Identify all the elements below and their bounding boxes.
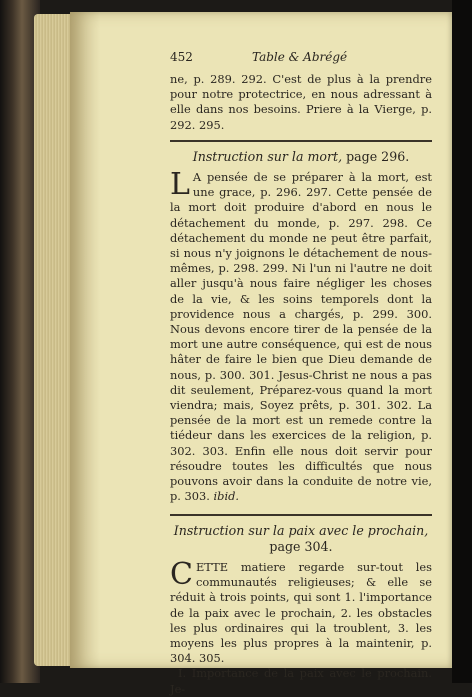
section-paragraph-peace [170, 556, 432, 666]
lead-word: A [192, 170, 202, 185]
section-paragraph-death [170, 167, 433, 504]
page-content [170, 72, 432, 697]
intro-paragraph: ne, p. 289. 292. C'est de plus à la prendre pour notre protectrice, en nous adressant à elle dans nos besoins. Priere à la Vierge, p. 292. 295. [170, 72, 432, 132]
section-rule [170, 514, 432, 516]
section-page-ref: page 304. [269, 538, 333, 554]
drop-capital: C [170, 556, 193, 592]
section-body: pensée de se préparer à la mort, est une grace, p. 296. 297. Cette pensée de la mort doit produire d'abord en nous le détachement du monde, p. 297. 298. Ce détachement du monde ne peut être parfait, si nous n'y joignons le détachement de nous-mêmes, p. 298. 299. Ni l'un ni l'autre ne doit aller jusqu'à nous faire négliger les choses de la vie, & les soins temporels dont la providence nous a chargés, p. 299. 300. Nous devons encore tirer de la pensée de la mort une autre conséquence, qui est de nous hâter de faire le bien que Dieu demande de nous, p. 300. 301. Jesus-Christ ne nous a pas dit seulement, Préparez-vous quand la mort viendra; mais, Soyez prêts, p. 301. 302. La pensée de la mort est un remede contre la tiédeur dans les exercices de la religion, p. 302. 303. Enfin elle nous doit servir pour résoudre toutes les difficultés que nous pouvons avoir dans la conduite de notre vie, p. 303. [170, 170, 433, 504]
drop-capital: L [170, 167, 190, 203]
section-heading-peace [170, 523, 432, 553]
section-rule [170, 140, 432, 142]
section-heading-death [170, 149, 432, 164]
section-title: Instruction sur la mort, [192, 148, 343, 164]
gutter-shadow [70, 12, 100, 668]
subsection-line: I. Importance de la paix avec le prochain. Je- [170, 666, 432, 696]
lead-word: ETTE [195, 559, 229, 574]
page-number: 452 [170, 50, 193, 64]
section-page-ref: page 296. [346, 148, 410, 164]
running-title: Table & Abrégé [252, 50, 348, 64]
ibid-ref: ibid. [213, 489, 240, 504]
facing-page-edge [452, 0, 472, 683]
section-body: matiere regarde sur-tout les communautés religieuses; & elle se réduit à trois points, qui sont 1. l'importance de la paix avec le prochain, 2. les obstacles les plus ordinaires qui la troublent, 3. les moyens les plus propres à la maintenir, p. 304. 305. [170, 559, 432, 666]
section-title: Instruction sur la paix avec le prochain, [173, 523, 429, 539]
